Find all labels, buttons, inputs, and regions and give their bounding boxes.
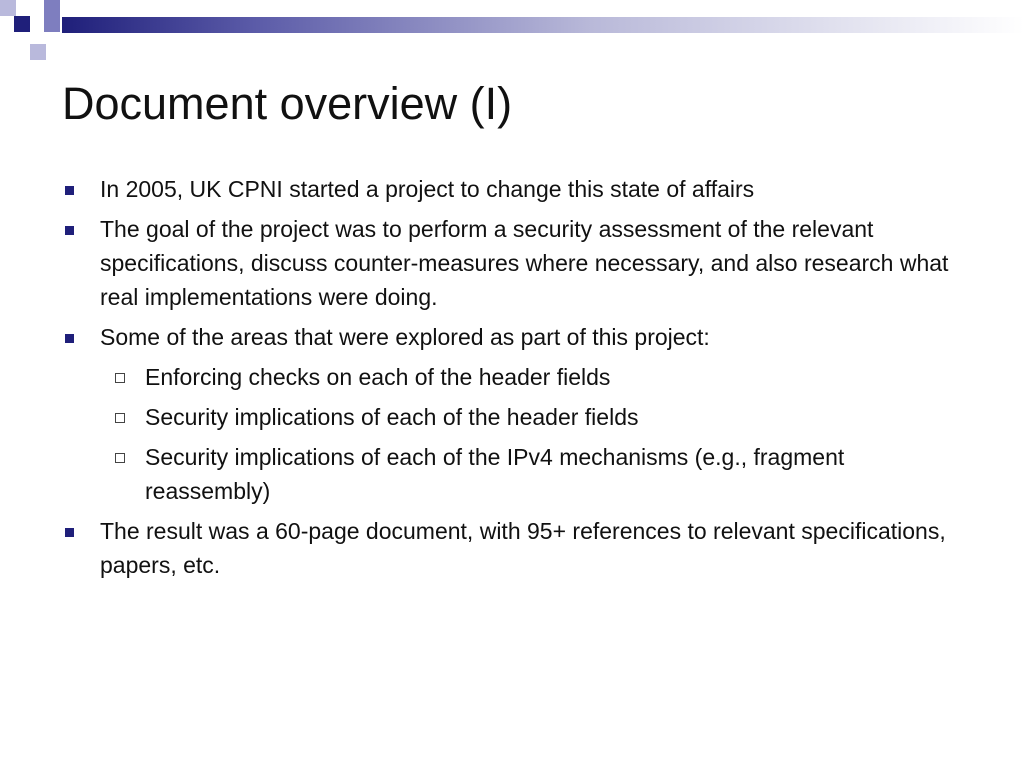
decor-square (0, 0, 16, 16)
bullet-item (62, 212, 972, 314)
decor-square (14, 16, 30, 32)
decorative-header-band (0, 0, 1024, 60)
bullet-text: The result was a 60-page document, with 95+ references to relevant specifications, papers, etc. (100, 518, 946, 578)
hollow-square-bullet-icon (115, 453, 125, 463)
decor-square (30, 44, 46, 60)
bullet-text: In 2005, UK CPNI started a project to change this state of affairs (100, 176, 755, 202)
sub-bullet-item (62, 360, 972, 394)
square-bullet-icon (65, 186, 74, 195)
sub-bullet-text: Security implications of each of the header fields (145, 404, 639, 430)
hollow-square-bullet-icon (115, 413, 125, 423)
sub-bullet-item (62, 400, 972, 434)
square-bullet-icon (65, 334, 74, 343)
sub-bullet-item (62, 440, 972, 508)
bullet-text: The goal of the project was to perform a security assessment of the relevant specifications, discuss counter-measures where necessary, and also research what real implementations were doing. (100, 216, 949, 310)
bullet-item (62, 514, 972, 582)
hollow-square-bullet-icon (115, 373, 125, 383)
bullet-item (62, 172, 972, 206)
decor-square (44, 16, 60, 32)
bullet-text: Some of the areas that were explored as part of this project: (100, 324, 710, 350)
decor-square (44, 0, 60, 16)
bullet-item (62, 320, 972, 354)
sub-bullet-text: Enforcing checks on each of the header fields (145, 364, 611, 390)
slide-body (62, 172, 972, 588)
square-bullet-icon (65, 226, 74, 235)
decor-gradient-bar (62, 17, 1024, 33)
square-bullet-icon (65, 528, 74, 537)
sub-bullet-text: Security implications of each of the IPv4 mechanisms (e.g., fragment reassembly) (145, 444, 845, 504)
slide-title: Document overview (I) (62, 78, 513, 129)
